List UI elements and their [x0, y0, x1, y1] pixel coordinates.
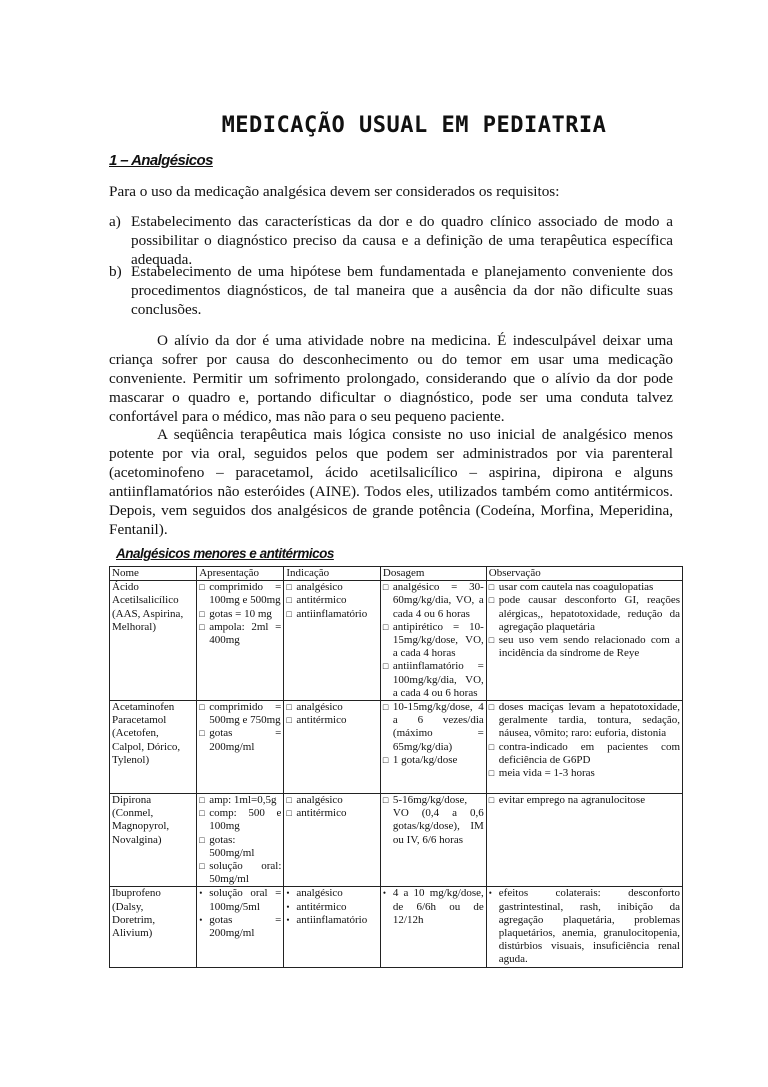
bullet-icon: □: [488, 595, 495, 606]
column-header: Indicação: [284, 567, 381, 581]
cell-text: Acetilsalicílico: [112, 594, 179, 607]
column-header: Apresentação: [197, 567, 284, 581]
column-header: Dosagem: [380, 567, 486, 581]
bullet-icon: □: [382, 582, 389, 593]
cell-text: analgésico: [296, 701, 343, 714]
cell-text: (Acetofen,: [112, 727, 159, 740]
bullet-icon: □: [382, 661, 389, 672]
cell-item: [199, 834, 281, 860]
cell-item: [199, 794, 281, 807]
bullet-icon: □: [199, 621, 205, 632]
cell-text: antiinflamatório: [296, 913, 368, 926]
cell-text: antitérmico: [296, 714, 347, 727]
bullet-icon: □: [199, 795, 205, 806]
cell-text: analgésico: [296, 887, 343, 900]
cell-item: [199, 621, 281, 647]
cell-item: [199, 581, 281, 607]
table-cell-nome: [110, 701, 197, 794]
cell-item: [489, 581, 680, 594]
cell-text: Novalgina): [112, 833, 162, 846]
list-text: Estabelecimento de uma hipótese bem fundamentada e planejamento conveniente dos procedimentos diagnósticos, de tal maneira que a ausência da dor não dificulte suas conclusões.: [131, 263, 673, 318]
requirement-b: [109, 262, 673, 319]
table-row: [110, 887, 683, 967]
cell-item: [286, 701, 378, 714]
medication-table: [109, 566, 683, 968]
cell-text: (AAS, Aspirina,: [112, 607, 184, 620]
cell-item: [489, 634, 680, 660]
cell-text: analgésico = 30-60mg/kg/dia, VO, a cada 4 ou 6 horas: [392, 581, 484, 620]
cell-item: [383, 701, 484, 754]
cell-item: [286, 594, 378, 607]
bullet-icon: □: [199, 808, 205, 819]
cell-text: solução oral = 100mg/5ml: [209, 887, 282, 913]
cell-text: 4 a 10 mg/kg/dose, de 6/6h ou de 12/12h: [392, 887, 484, 926]
bullet-icon: □: [488, 582, 495, 593]
bullet-icon: •: [382, 888, 387, 899]
cell-text: gotas = 200mg/ml: [209, 913, 282, 940]
cell-item: [286, 794, 378, 807]
table-cell-dosagem: [380, 794, 486, 887]
cell-item: [286, 714, 378, 727]
cell-text: contra-indicado em pacientes com deficiência de G6PD: [498, 740, 680, 766]
bullet-icon: •: [199, 888, 203, 899]
table-row: [110, 701, 683, 794]
bullet-icon: •: [286, 888, 290, 899]
requirement-a: [109, 212, 673, 269]
list-text: Estabelecimento das características da dor e do quadro clínico associado de modo a possibilitar o diagnóstico preciso da causa e a definição de uma terapêutica específica adequada.: [131, 213, 673, 268]
cell-text: gotas = 200mg/ml: [209, 727, 282, 753]
cell-text: 1 gota/kg/dose: [392, 753, 458, 766]
cell-item: [286, 887, 378, 900]
page-title: MEDICAÇÃO USUAL EM PEDIATRIA: [221, 113, 607, 138]
list-marker: b): [109, 263, 122, 280]
table-cell-nome: [110, 581, 197, 701]
bullet-icon: •: [286, 914, 290, 925]
cell-text: antitérmico: [296, 594, 347, 607]
cell-text: doses maciças levam a hepatotoxidade, geralmente tardia, tontura, sedação, náusea, vômito; raro: euforia, distonia: [498, 701, 680, 740]
bullet-icon: □: [382, 795, 389, 806]
table-cell-apresentacao: [197, 701, 284, 794]
cell-text: Tylenol): [112, 753, 150, 766]
bullet-icon: □: [286, 702, 292, 713]
table-cell-nome: [110, 887, 197, 967]
cell-item: [286, 581, 378, 594]
cell-text: Doretrim,: [112, 913, 156, 926]
bullet-icon: □: [382, 621, 389, 632]
bullet-icon: □: [382, 754, 389, 765]
table-cell-dosagem: [380, 581, 486, 701]
table-cell-observacao: [486, 887, 682, 967]
cell-item: [199, 860, 281, 886]
table-row: [110, 794, 683, 887]
cell-text: seu uso vem sendo relacionado com a incidência da síndrome de Reye: [498, 634, 680, 660]
cell-text: ampola: 2ml = 400mg: [209, 620, 282, 647]
table-header-row: [110, 567, 683, 581]
cell-text: Alivium): [112, 927, 153, 940]
cell-item: [489, 767, 680, 780]
table-cell-observacao: [486, 794, 682, 887]
cell-text: Magnopyrol,: [112, 820, 170, 833]
cell-text: comprimido = 500mg e 750mg: [209, 701, 282, 727]
bullet-icon: □: [286, 715, 292, 726]
bullet-icon: □: [286, 808, 292, 819]
bullet-icon: □: [286, 608, 292, 619]
table-title: Analgésicos menores e antitérmicos: [116, 546, 334, 561]
cell-text: evitar emprego na agranulocitose: [498, 794, 646, 807]
cell-text: pode causar desconforto GI, reações alérgicas,, hepatotoxidade, redução da agregação plaquetária: [498, 594, 680, 633]
bullet-icon: □: [286, 795, 292, 806]
bullet-icon: □: [199, 834, 205, 845]
cell-item: [286, 807, 378, 820]
cell-text: (Conmel,: [112, 807, 154, 820]
cell-text: gotas = 10 mg: [209, 607, 272, 620]
cell-item: [286, 608, 378, 621]
column-header: Nome: [110, 567, 197, 581]
bullet-icon: •: [286, 901, 290, 912]
cell-item: [286, 901, 378, 914]
cell-item: [383, 794, 484, 847]
cell-text: amp: 1ml=0,5g: [209, 794, 277, 807]
table-cell-observacao: [486, 701, 682, 794]
bullet-icon: □: [286, 595, 292, 606]
table-cell-dosagem: [380, 887, 486, 967]
cell-item: [199, 727, 281, 753]
cell-text: comp: 500 e 100mg: [209, 807, 282, 833]
cell-text: gotas: 500mg/ml: [209, 833, 255, 859]
cell-text: antitérmico: [296, 807, 347, 820]
cell-text: analgésico: [296, 581, 343, 594]
bullet-icon: □: [488, 741, 495, 752]
cell-item: [286, 914, 378, 927]
bullet-icon: □: [199, 702, 205, 713]
table-cell-apresentacao: [197, 794, 284, 887]
paragraph: A seqüência terapêutica mais lógica consiste no uso inicial de analgésico menos potente por via oral, seguidos pelos que podem ser administrados por via parenteral (acetominofeno – paracetamol, ácido acetilsalicílico – aspirina, dipirona e alguns antiinflamatórios não esteróides (AINE). Todos eles, utilizados também como antitérmicos. Depois, vem seguidos dos analgésicos de grande potência (Codeína, Morfina, Meperidina, Fentanil).: [109, 426, 673, 538]
cell-text: Dipirona: [112, 794, 152, 807]
cell-item: [489, 701, 680, 741]
paragraph: O alívio da dor é uma atividade nobre na medicina. É indesculpável deixar uma criança sofrer por causa do desconhecimento ou do temor em usar uma medicação conveniente. Permitir um sofrimento prolongado, considerando que o alívio da dor pode mascarar o quadro e, portando dificultar o diagnóstico, pode ser uma conduta talvez confortável para o médico, mas não para o seu pequeno paciente.: [109, 332, 673, 425]
cell-text: Calpol, Dórico,: [112, 740, 181, 753]
cell-text: 10-15mg/kg/dose, 4 a 6 vezes/dia (máximo = 65mg/kg/dia): [392, 701, 484, 753]
bullet-icon: □: [199, 728, 205, 739]
cell-item: [383, 581, 484, 621]
bullet-icon: □: [199, 582, 205, 593]
cell-text: (Dalsy,: [112, 900, 144, 913]
cell-item: [489, 594, 680, 634]
table-cell-dosagem: [380, 701, 486, 794]
bullet-icon: □: [488, 702, 495, 713]
cell-text: meia vida = 1-3 horas: [498, 767, 595, 780]
cell-item: [199, 807, 281, 833]
table-cell-observacao: [486, 581, 682, 701]
bullet-icon: •: [488, 888, 492, 899]
cell-text: efeitos colaterais: desconforto gastrintestinal, rash, inibição da agregação plaquetária, problemas plaquetários, anemia, granulocitopenia, distúrbios visuais, insuficiência renal aguda.: [498, 887, 680, 966]
cell-item: [383, 754, 484, 767]
table-cell-apresentacao: [197, 581, 284, 701]
cell-item: [199, 887, 281, 913]
table-cell-indicacao: [284, 581, 381, 701]
bullet-icon: □: [382, 702, 389, 713]
column-header: Observação: [486, 567, 682, 581]
table-cell-indicacao: [284, 794, 381, 887]
table-row: [110, 581, 683, 701]
bullet-icon: •: [199, 914, 203, 925]
cell-item: [489, 741, 680, 767]
cell-text: usar com cautela nas coagulopatias: [498, 581, 654, 594]
cell-item: [489, 887, 680, 966]
cell-item: [199, 914, 281, 940]
cell-text: antitérmico: [296, 900, 347, 913]
cell-text: 5-16mg/kg/dose, VO (0,4 a 0,6 gotas/kg/dose), IM ou IV, 6/6 horas: [392, 794, 484, 846]
cell-text: Melhoral): [112, 620, 156, 633]
cell-text: Paracetamol: [112, 714, 167, 727]
cell-text: antiinflamatório: [296, 607, 368, 620]
cell-item: [489, 794, 680, 807]
cell-text: antipirético = 10-15mg/kg/dose, VO, a cada 4 horas: [392, 620, 484, 660]
table-cell-nome: [110, 794, 197, 887]
cell-item: [199, 608, 281, 621]
bullet-icon: □: [199, 608, 205, 619]
cell-text: analgésico: [296, 794, 343, 807]
section-heading: 1 – Analgésicos: [109, 152, 213, 169]
cell-text: Acetaminofen: [112, 701, 175, 714]
bullet-icon: □: [488, 768, 495, 779]
bullet-icon: □: [488, 635, 495, 646]
cell-text: solução oral: 50mg/ml: [209, 860, 282, 886]
cell-text: Ácido: [112, 581, 139, 594]
cell-text: antiinflamatório = 100mg/kg/dia, VO, a cada 4 ou 6 horas: [392, 660, 484, 699]
bullet-icon: □: [286, 582, 292, 593]
cell-item: [383, 621, 484, 661]
table-cell-indicacao: [284, 887, 381, 967]
bullet-icon: □: [199, 861, 205, 872]
cell-item: [383, 887, 484, 927]
cell-item: [199, 701, 281, 727]
cell-item: [383, 660, 484, 700]
list-marker: a): [109, 213, 121, 230]
bullet-icon: □: [488, 795, 495, 806]
intro-text: Para o uso da medicação analgésica devem ser considerados os requisitos:: [109, 183, 560, 200]
cell-text: Ibuprofeno: [112, 887, 161, 900]
table-cell-indicacao: [284, 701, 381, 794]
table-cell-apresentacao: [197, 887, 284, 967]
cell-text: comprimido = 100mg e 500mg: [209, 581, 282, 607]
